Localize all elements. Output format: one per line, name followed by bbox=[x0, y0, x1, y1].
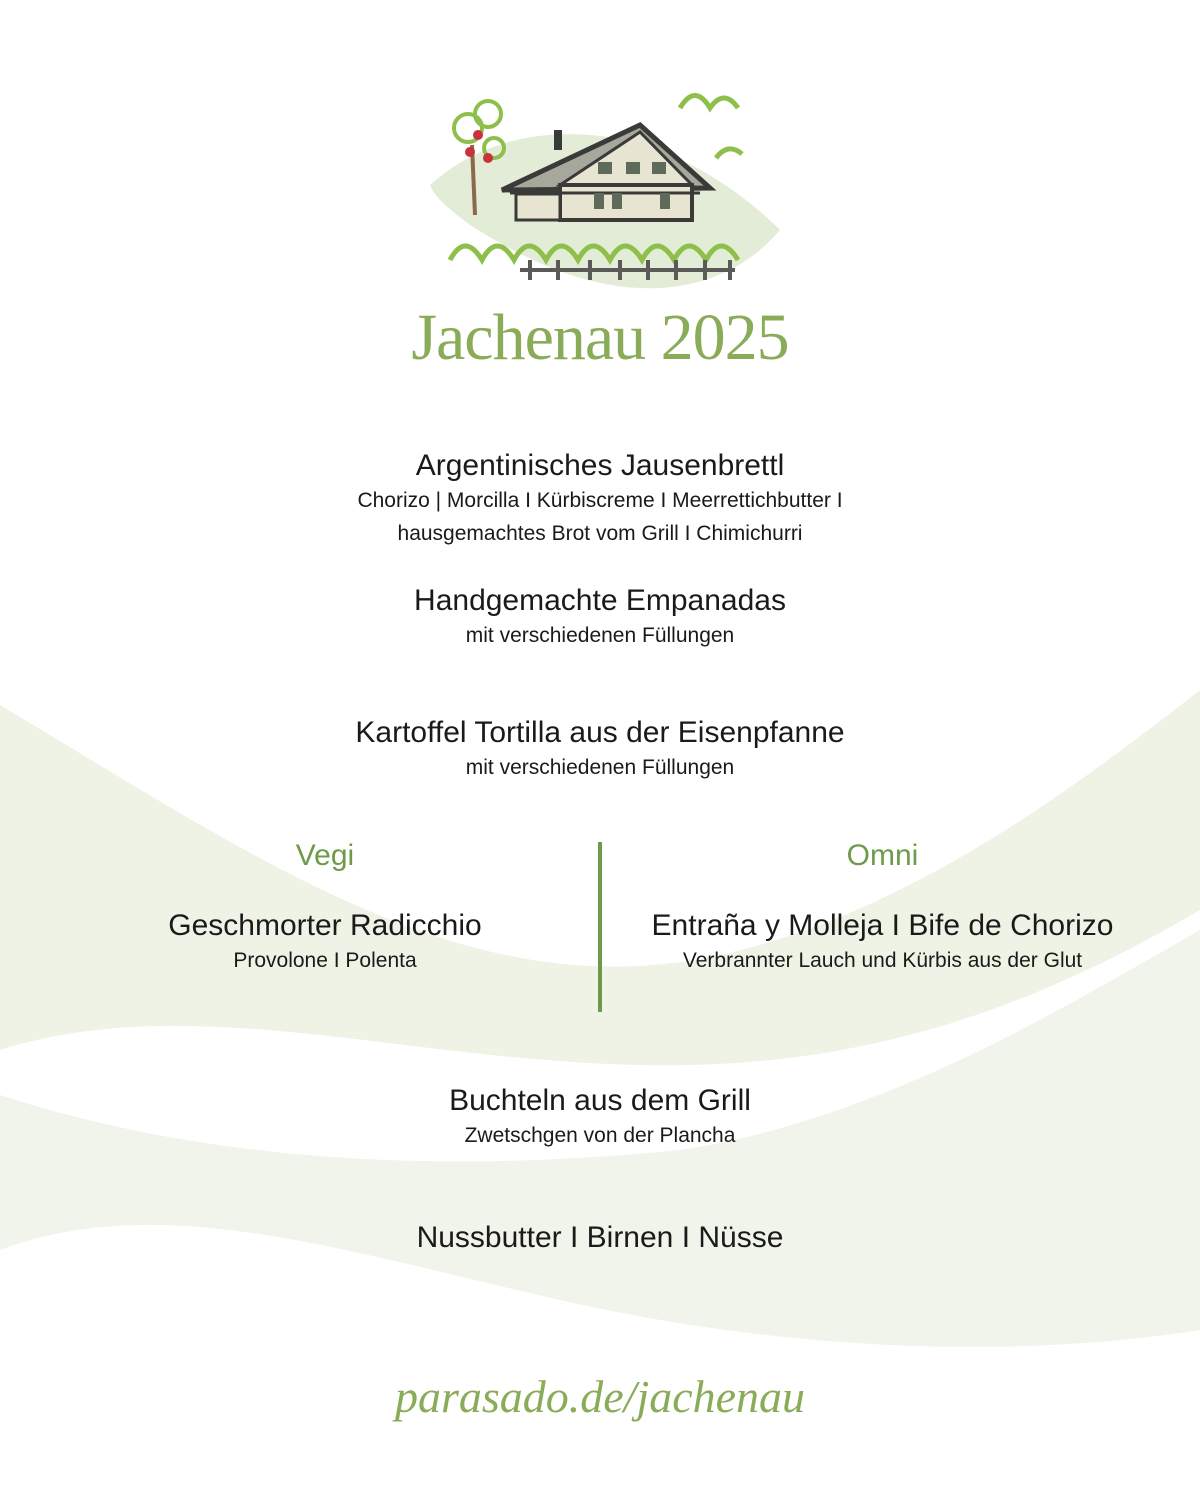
dish-desc-line: Chorizo | Morcilla I Kürbiscreme I Meerrettichbutter I bbox=[357, 489, 843, 512]
dish-name: Kartoffel Tortilla aus der Eisenpfanne bbox=[355, 716, 845, 749]
dish-name: Handgemachte Empanadas bbox=[414, 584, 786, 617]
dish-desc-line: mit verschiedenen Füllungen bbox=[465, 756, 735, 779]
omni-heading: Omni bbox=[846, 839, 919, 872]
dish-name: Entraña y Molleja I Bife de Chorizo bbox=[651, 909, 1114, 942]
dish-name: Geschmorter Radicchio bbox=[168, 909, 482, 942]
course-jausenbrettl bbox=[0, 448, 1200, 550]
dish-name: Nussbutter I Birnen I Nüsse bbox=[416, 1221, 784, 1254]
course-empanadas bbox=[0, 583, 1200, 652]
course-tortilla bbox=[0, 715, 1200, 784]
chalet-logo bbox=[430, 90, 790, 300]
vegi-heading: Vegi bbox=[295, 839, 355, 872]
dish-desc-line: hausgemachtes Brot vom Grill I Chimichurri bbox=[397, 522, 803, 545]
course-nussbutter bbox=[0, 1220, 1200, 1256]
course-buchteln bbox=[0, 1083, 1200, 1152]
omni-column bbox=[615, 838, 1150, 977]
page-title: Jachenau 2025 bbox=[411, 301, 789, 374]
dish-name: Argentinisches Jausenbrettl bbox=[415, 449, 785, 482]
dish-name: Buchteln aus dem Grill bbox=[449, 1084, 751, 1117]
vegi-column bbox=[90, 838, 560, 977]
dish-desc-line: mit verschiedenen Füllungen bbox=[465, 624, 735, 647]
dish-desc-line: Verbrannter Lauch und Kürbis aus der Glut bbox=[682, 949, 1083, 972]
dish-desc-line: Zwetschgen von der Plancha bbox=[464, 1124, 736, 1147]
footer-url-link[interactable]: parasado.de/jachenau bbox=[394, 1371, 806, 1422]
dish-desc-line: Provolone I Polenta bbox=[233, 949, 417, 972]
column-divider bbox=[598, 842, 602, 1012]
